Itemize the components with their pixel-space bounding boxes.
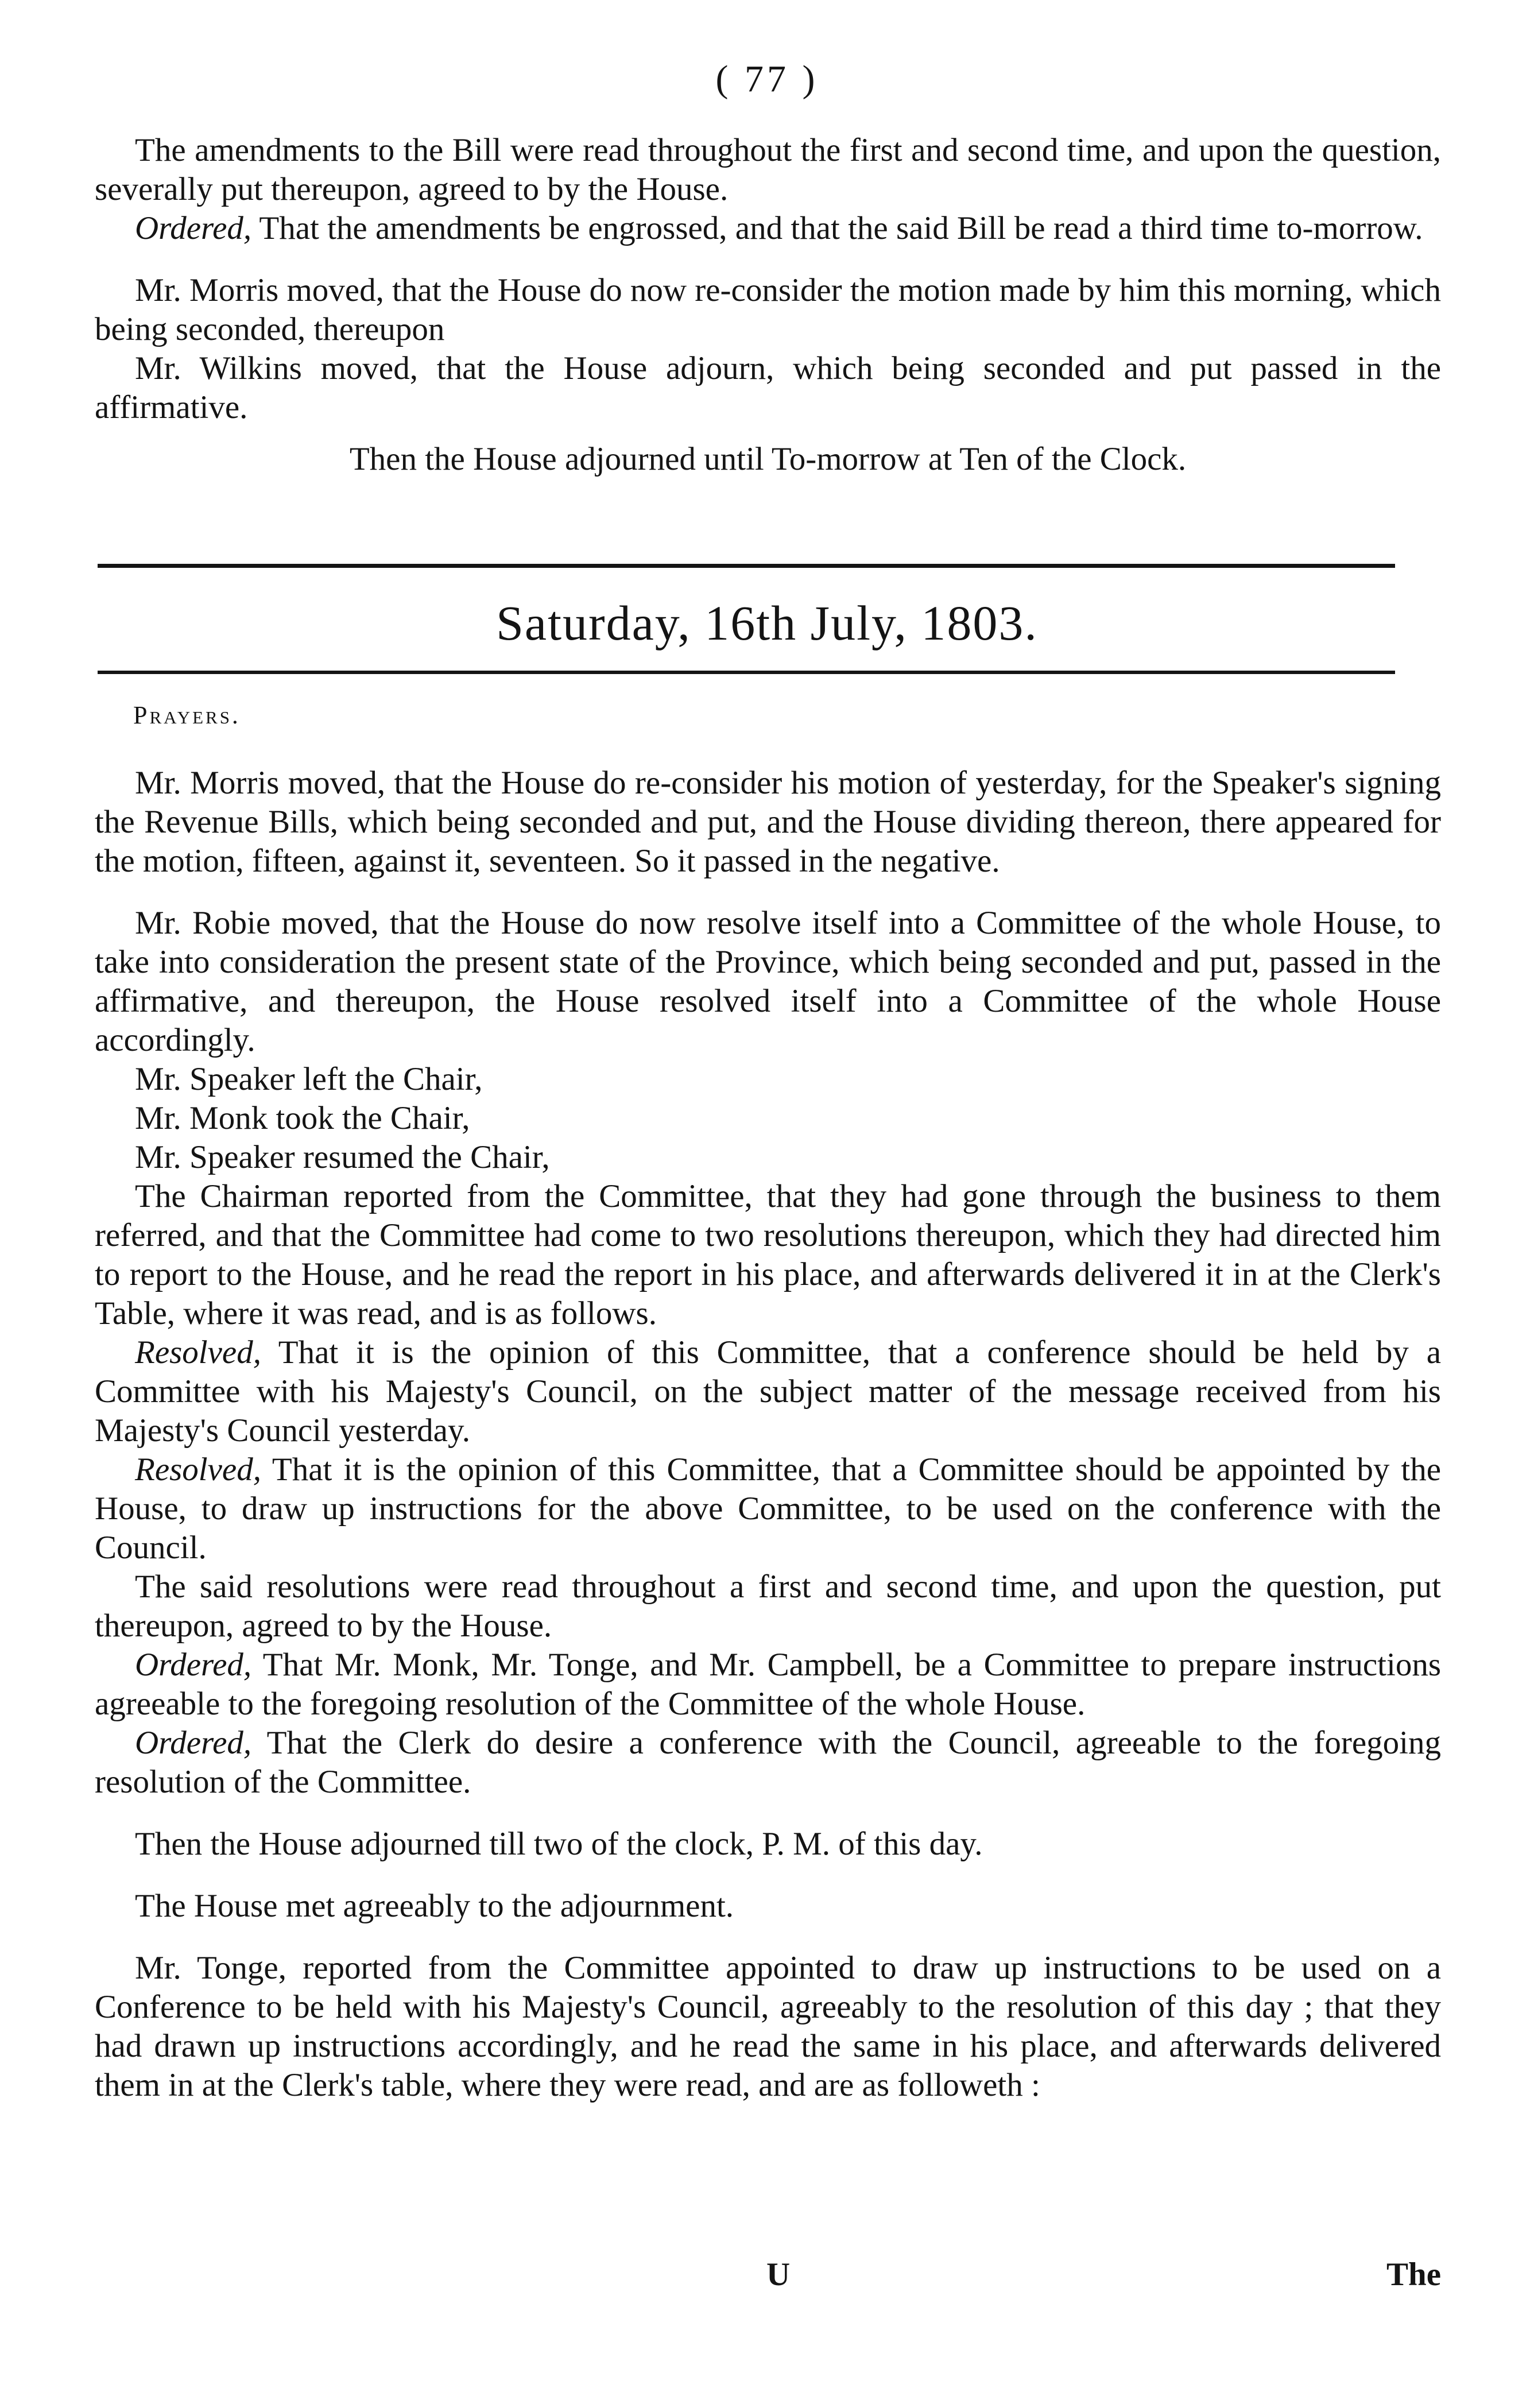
paragraph-adjourned: Then the House adjourned until To-morrow at Ten of the Clock. (349, 441, 1187, 477)
date-heading: Saturday, 16th July, 1803. (496, 595, 1038, 651)
resolved-text-2: That it is the opinion of this Committee, that a Committee should be appointed by the House, to draw up instructions for the above Committee, to be used on the conference with the Council. (95, 1451, 1441, 1566)
section-rule-bottom (98, 671, 1395, 674)
signature-mark: U (766, 2256, 791, 2293)
ordered-text-3: That the Clerk do desire a conference with the Council, agreeable to the foregoing resolution of the Committee. (95, 1725, 1441, 1800)
paragraph-robie-motion: Mr. Robie moved, that the House do now resolve itself into a Committee of the whole House, to take into consideration the present state of the Province, which being seconded and put, passed in the affirmative, and thereupon, the House resolved itself into a Committee of the whole House accordingly. (95, 905, 1441, 1058)
prayers-label: Prayers. (133, 701, 241, 729)
paragraph-ordered-committee (95, 1646, 1441, 1724)
resolved-lead-1: Resolved, (135, 1334, 261, 1371)
ordered-text-2: That Mr. Monk, Mr. Tonge, and Mr. Campbell, be a Committee to prepare instructions agreeable to the foregoing resolution of the Committee of the whole House. (95, 1647, 1441, 1722)
text-block-main (95, 764, 1441, 2105)
paragraph-house-met: The House met agreeably to the adjournment. (135, 1888, 734, 1924)
ordered-lead-3: Ordered, (135, 1725, 252, 1761)
paragraph-morris-reconsider: Mr. Morris moved, that the House do re-consider his motion of yesterday, for the Speaker's signing the Revenue Bills, which being seconded and put, and the House dividing thereon, there appeared for the motion, fifteen, against it, seventeen. So it passed in the negative. (95, 765, 1441, 879)
paragraph-speaker-resumed: Mr. Speaker resumed the Chair, (135, 1139, 550, 1175)
section-rule-top (98, 564, 1395, 568)
text-block-top (95, 131, 1441, 479)
paragraph-chairman-report: The Chairman reported from the Committee, that they had gone through the business to them referred, and that the Committee had come to two resolutions thereupon, which they had directed him to report to the House, and he read the report in his place, and afterwards delivered it in at the Clerk's Table, where it was read, and is as follows. (95, 1178, 1441, 1331)
paragraph-speaker-left: Mr. Speaker left the Chair, (135, 1061, 483, 1097)
resolved-text-1: That it is the opinion of this Committee, that a conference should be held by a Committee with his Majesty's Council, on the subject matter of the message received from his Majesty's Council yesterday. (95, 1334, 1441, 1449)
paragraph-resolved-conference (95, 1333, 1441, 1450)
paragraph-resolved-instructions (95, 1450, 1441, 1567)
resolved-lead-2: Resolved, (135, 1451, 261, 1488)
paragraph-adjourned-two: Then the House adjourned till two of the clock, P. M. of this day. (135, 1826, 983, 1862)
ordered-text: That the amendments be engrossed, and that the said Bill be read a third time to-morrow. (251, 210, 1423, 246)
paragraph-morris-motion: Mr. Morris moved, that the House do now re-consider the motion made by him this morning, which being seconded, thereupon (95, 272, 1441, 347)
paragraph-monk-chair: Mr. Monk took the Chair, (135, 1100, 470, 1136)
ordered-lead-2: Ordered, (135, 1647, 252, 1683)
paragraph-ordered-clerk (95, 1724, 1441, 1802)
paragraph-tonge-report: Mr. Tonge, reported from the Committee appointed to draw up instructions to be used on a Conference to be held with his Majesty's Council, agreeably to the resolution of this day ; that they had drawn up instructions accordingly, and he read the same in his place, and afterwards delivered them in at the Clerk's table, where they were read, and are as followeth : (95, 1950, 1441, 2103)
ordered-lead: Ordered, (135, 210, 252, 246)
paragraph-resolutions-read: The said resolutions were read throughout a first and second time, and upon the question, put thereupon, agreed to by the House. (95, 1569, 1441, 1644)
paragraph-amendments: The amendments to the Bill were read throughout the first and second time, and upon the question, severally put thereupon, agreed to by the House. (95, 132, 1441, 207)
catchword: The (1386, 2256, 1441, 2293)
paragraph-ordered-engrossed (95, 209, 1441, 248)
page-number: ( 77 ) (715, 58, 819, 100)
paragraph-wilkins-motion: Mr. Wilkins moved, that the House adjourn, which being seconded and put passed in the affirmative. (95, 350, 1441, 425)
